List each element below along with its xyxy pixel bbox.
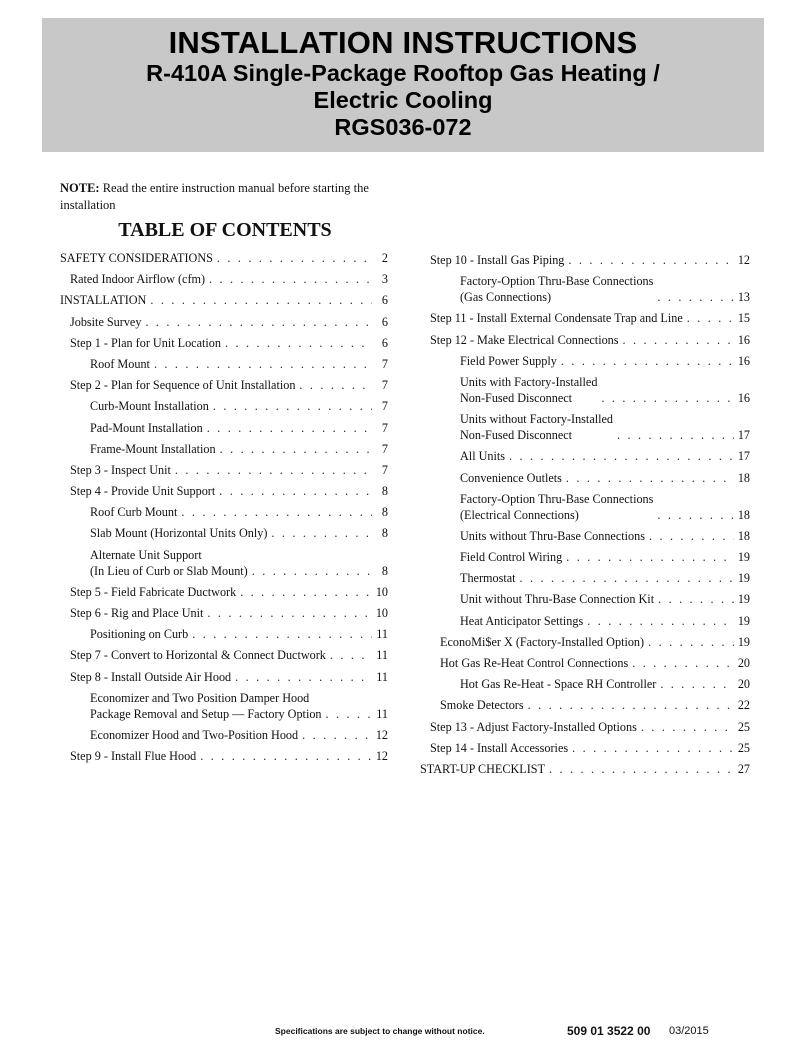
- toc-entry[interactable]: [60, 271, 388, 287]
- toc-page-number: 16: [737, 390, 750, 405]
- toc-entry-label: Units with Factory-Installed: [460, 374, 598, 389]
- toc-entry-label: Non-Fused Disconnect: [460, 428, 573, 443]
- toc-title: TABLE OF CONTENTS: [118, 219, 332, 241]
- toc-page-number: 17: [737, 449, 750, 464]
- toc-page-number: 19: [737, 613, 750, 628]
- dot-leader: [217, 250, 372, 266]
- toc-entry-label: (In Lieu of Curb or Slab Mount): [90, 563, 248, 578]
- toc-page-number: 12: [375, 749, 388, 764]
- toc-entry-text: [70, 314, 141, 330]
- toc-entry-label: Step 8 - Install Outside Air Hood: [70, 669, 232, 684]
- toc-entry-text: [460, 411, 613, 443]
- toc-entry-label: Non-Fused Disconnect: [460, 390, 573, 405]
- toc-entry-label: Slab Mount (Horizontal Units Only): [90, 526, 268, 541]
- dot-leader: [225, 335, 372, 351]
- toc-entry[interactable]: [60, 626, 388, 642]
- toc-page-number: 11: [376, 648, 388, 663]
- document-subtitle-line1: R-410A Single-Package Rooftop Gas Heating /: [146, 60, 660, 86]
- footer-disclaimer: Specifications are subject to change without notice.: [275, 1026, 485, 1036]
- toc-entry[interactable]: [60, 335, 388, 351]
- dot-leader: [154, 356, 372, 372]
- toc-entry-label: Step 12 - Make Electrical Connections: [430, 332, 619, 347]
- toc-entry-text: [70, 462, 171, 478]
- toc-entry[interactable]: [60, 690, 388, 722]
- toc-entry-text: [70, 335, 221, 351]
- toc-entry-text: [70, 647, 326, 663]
- dot-leader: [181, 504, 372, 520]
- dot-leader: [617, 427, 734, 443]
- toc-entry-text: [460, 549, 562, 565]
- toc-entry-text: [90, 525, 267, 541]
- toc-entry[interactable]: [60, 314, 388, 330]
- toc-entry[interactable]: [60, 547, 388, 579]
- dot-leader: [528, 697, 734, 713]
- toc-entry-label: Jobsite Survey: [70, 314, 142, 329]
- toc-entry-label: START-UP CHECKLIST: [420, 761, 546, 776]
- page-footer: [0, 1024, 808, 1040]
- toc-entry[interactable]: [60, 420, 388, 436]
- toc-entry-label: Step 11 - Install External Condensate Trap and Line: [430, 311, 683, 326]
- toc-entry-text: [90, 626, 188, 642]
- dot-leader: [192, 626, 372, 642]
- toc-entry-text: [460, 470, 562, 486]
- dot-leader: [687, 310, 734, 326]
- toc-entry[interactable]: [430, 655, 750, 671]
- toc-page-number: 19: [737, 550, 750, 565]
- toc-page-number: 10: [375, 606, 388, 620]
- toc-entry-text: [430, 252, 564, 268]
- toc-entry-label: (Gas Connections): [460, 290, 552, 305]
- toc-entry-label: Field Power Supply: [460, 353, 557, 368]
- toc-page-number: 7: [381, 420, 388, 435]
- toc-entry-label: Units without Thru-Base Connections: [460, 528, 645, 543]
- toc-entry-text: [60, 250, 213, 266]
- toc-entry-label: INSTALLATION: [60, 293, 147, 308]
- toc-entry-text: [70, 377, 295, 393]
- toc-entry-text: [460, 528, 645, 544]
- toc-entry-label: Roof Curb Mount: [90, 505, 178, 520]
- toc-entry-label: Step 9 - Install Flue Hood: [70, 749, 197, 764]
- dot-leader: [220, 441, 372, 457]
- toc-entry[interactable]: [430, 310, 750, 326]
- toc-entry-text: [440, 634, 644, 650]
- toc-entry[interactable]: [60, 584, 388, 600]
- toc-page-number: 19: [737, 592, 750, 607]
- dot-leader: [175, 462, 372, 478]
- toc-entry-label: Package Removal and Setup — Factory Option: [90, 706, 322, 721]
- toc-entry-label: Units without Factory-Installed: [460, 412, 613, 427]
- toc-entry-text: [90, 420, 203, 436]
- toc-entry-label: Unit without Thru-Base Connection Kit: [460, 592, 655, 607]
- toc-page-number: 16: [737, 332, 750, 347]
- toc-entry-text: [90, 504, 177, 520]
- toc-entry-label: Heat Anticipator Settings: [460, 613, 584, 628]
- toc-page-number: 6: [381, 314, 388, 329]
- model-number: RGS036-072: [334, 114, 472, 140]
- toc-page-number: 25: [737, 719, 750, 734]
- toc-page-number: 15: [737, 311, 750, 326]
- toc-entry-label: Smoke Detectors: [440, 698, 524, 713]
- toc-page-number: 8: [381, 505, 388, 520]
- toc-page-number: 8: [381, 563, 388, 578]
- toc-page-number: 7: [381, 462, 388, 477]
- dot-leader: [561, 353, 734, 369]
- toc-entry-text: [60, 292, 146, 308]
- toc-entry-label: Step 3 - Inspect Unit: [70, 462, 171, 477]
- toc-page-number: 18: [737, 507, 750, 522]
- toc-entry[interactable]: [430, 549, 750, 565]
- toc-entry[interactable]: [430, 719, 750, 735]
- toc-entry-label: Step 5 - Field Fabricate Ductwork: [70, 584, 237, 599]
- toc-entry[interactable]: [60, 250, 388, 266]
- toc-entry[interactable]: [60, 748, 388, 764]
- toc-page-number: 7: [381, 378, 388, 393]
- dot-leader: [568, 252, 733, 268]
- toc-entry-label: Rated Indoor Airflow (cfm): [70, 272, 206, 287]
- toc-entry[interactable]: [60, 356, 388, 372]
- toc-entry[interactable]: [60, 504, 388, 520]
- toc-page-number: 27: [737, 761, 750, 776]
- dot-leader: [252, 563, 372, 579]
- toc-page-number: 13: [737, 290, 750, 305]
- toc-entry[interactable]: [420, 761, 750, 777]
- toc-page-number: 17: [737, 428, 750, 443]
- dot-leader: [623, 332, 734, 348]
- toc-entry-label: All Units: [460, 449, 506, 464]
- dot-leader: [658, 591, 734, 607]
- toc-entry-text: [460, 448, 505, 464]
- toc-entry[interactable]: [430, 411, 750, 443]
- dot-leader: [566, 549, 734, 565]
- document-subtitle-line2: Electric Cooling: [313, 87, 493, 113]
- toc-entry-text: [460, 613, 583, 629]
- dot-leader: [240, 584, 372, 600]
- dot-leader: [660, 676, 734, 692]
- toc-entry[interactable]: [430, 697, 750, 713]
- toc-entry[interactable]: [430, 634, 750, 650]
- document-title: INSTALLATION INSTRUCTIONS: [168, 25, 638, 60]
- toc-entry-label: Alternate Unit Support: [90, 547, 202, 562]
- toc-page-number: 6: [381, 335, 388, 350]
- toc-entry-text: [430, 310, 683, 326]
- dot-leader: [271, 525, 372, 541]
- toc-entry-label: SAFETY CONSIDERATIONS: [60, 251, 213, 265]
- dot-leader: [209, 271, 372, 287]
- toc-entry[interactable]: [60, 605, 388, 621]
- toc-entry-label: Pad-Mount Installation: [90, 420, 203, 435]
- toc-page-number: 11: [376, 706, 388, 721]
- toc-entry-text: [90, 690, 322, 722]
- toc-entry-label: Frame-Mount Installation: [90, 441, 216, 456]
- toc-entry[interactable]: [60, 727, 388, 743]
- toc-entry[interactable]: [430, 491, 750, 523]
- dot-leader: [213, 398, 372, 414]
- toc-entry[interactable]: [60, 292, 388, 308]
- toc-entry[interactable]: [60, 525, 388, 541]
- dot-leader: [302, 727, 372, 743]
- toc-entry[interactable]: [430, 448, 750, 464]
- dot-leader: [657, 507, 733, 523]
- toc-entry[interactable]: [430, 676, 750, 692]
- dot-leader: [520, 570, 734, 586]
- toc-page-number: 3: [381, 272, 388, 287]
- toc-entry[interactable]: [430, 613, 750, 629]
- toc-entry-text: [90, 398, 209, 414]
- toc-page-number: 19: [737, 634, 750, 649]
- toc-page-number: 7: [381, 441, 388, 456]
- toc-entry[interactable]: [60, 398, 388, 414]
- dot-leader: [207, 420, 372, 436]
- toc-entry[interactable]: [430, 252, 750, 268]
- dot-leader: [566, 470, 734, 486]
- toc-page-number: 11: [376, 669, 388, 684]
- toc-entry-label: Thermostat: [460, 571, 516, 586]
- toc-entry-text: [70, 605, 203, 621]
- toc-entry-label: Hot Gas Re-Heat - Space RH Controller: [460, 677, 657, 692]
- toc-entry-label: Step 10 - Install Gas Piping: [430, 253, 565, 267]
- toc-entry[interactable]: [60, 441, 388, 457]
- toc-page-number: 10: [375, 584, 388, 599]
- note-paragraph: [60, 180, 390, 214]
- toc-entry-label: Step 2 - Plan for Sequence of Unit Installation: [70, 378, 296, 393]
- toc-page-number: 11: [376, 627, 388, 642]
- toc-entry-text: [460, 676, 656, 692]
- toc-page-number: 12: [737, 253, 750, 267]
- toc-entry[interactable]: [430, 374, 750, 406]
- toc-page-number: 7: [381, 356, 388, 371]
- toc-entry-label: Economizer and Two Position Damper Hood: [90, 690, 310, 705]
- toc-entry-label: Field Control Wiring: [460, 550, 563, 565]
- toc-entry[interactable]: [430, 740, 750, 756]
- dot-leader: [601, 390, 733, 406]
- toc-entry[interactable]: [430, 273, 750, 305]
- dot-leader: [330, 647, 372, 663]
- toc-page-number: 20: [737, 656, 750, 670]
- toc-entry-text: [420, 761, 545, 777]
- toc-entry-text: [70, 669, 231, 685]
- toc-page-number: 12: [375, 727, 388, 742]
- toc-entry-text: [460, 570, 516, 586]
- toc-entry-label: Hot Gas Re-Heat Control Connections: [440, 656, 629, 670]
- toc-entry[interactable]: [430, 570, 750, 586]
- toc-entry-label: Roof Mount: [90, 356, 150, 371]
- toc-entry-text: [460, 273, 653, 305]
- note-label: NOTE:: [60, 181, 100, 195]
- dot-leader: [235, 669, 372, 685]
- toc-entry-text: [90, 356, 150, 372]
- dot-leader: [632, 655, 734, 671]
- toc-entry-text: [430, 332, 619, 348]
- dot-leader: [587, 613, 734, 629]
- toc-entry[interactable]: [60, 669, 388, 685]
- toc-entry-text: [460, 491, 653, 523]
- dot-leader: [649, 528, 734, 544]
- toc-page-number: 25: [737, 740, 750, 755]
- toc-entry[interactable]: [430, 353, 750, 369]
- dot-leader: [326, 706, 372, 722]
- toc-page-number: 16: [737, 353, 750, 368]
- toc-entry[interactable]: [60, 647, 388, 663]
- dot-leader: [549, 761, 734, 777]
- toc-entry-text: [430, 719, 637, 735]
- toc-entry[interactable]: [60, 377, 388, 393]
- toc-page-number: 8: [381, 484, 388, 499]
- toc-entry-label: Step 13 - Adjust Factory-Installed Options: [430, 719, 637, 734]
- toc-entry-text: [90, 727, 298, 743]
- toc-page-number: 8: [381, 526, 388, 541]
- dot-leader: [641, 719, 734, 735]
- toc-entry-label: Curb-Mount Installation: [90, 399, 209, 414]
- dot-leader: [299, 377, 372, 393]
- toc-page-number: 19: [737, 571, 750, 586]
- toc-entry-text: [70, 584, 236, 600]
- toc-entry-text: [460, 374, 597, 406]
- toc-entry-text: [430, 740, 568, 756]
- toc-entry-label: EconoMi$er X (Factory-Installed Option): [440, 634, 645, 649]
- toc-entry-label: Convenience Outlets: [460, 470, 562, 485]
- toc-left-column: [60, 250, 388, 769]
- dot-leader: [207, 605, 371, 621]
- toc-entry-label: Step 7 - Convert to Horizontal & Connect Ductwork: [70, 648, 326, 663]
- dot-leader: [648, 634, 734, 650]
- toc-entry-label: Step 6 - Rig and Place Unit: [70, 606, 204, 620]
- dot-leader: [150, 292, 372, 308]
- dot-leader: [200, 748, 372, 764]
- toc-page-number: 20: [737, 677, 750, 692]
- toc-entry-text: [460, 591, 654, 607]
- toc-page-number: 7: [381, 399, 388, 414]
- toc-page-number: 2: [381, 251, 388, 265]
- toc-entry-label: Step 4 - Provide Unit Support: [70, 484, 216, 499]
- toc-entry-label: (Electrical Connections): [460, 507, 579, 522]
- toc-entry-text: [70, 748, 196, 764]
- dot-leader: [657, 289, 733, 305]
- toc-page-number: 18: [737, 470, 750, 485]
- document-date: 03/2015: [669, 1025, 709, 1037]
- document-number: 509 01 3522 00: [567, 1024, 651, 1038]
- toc-entry-text: [440, 655, 628, 671]
- toc-entry-label: Step 14 - Install Accessories: [430, 740, 569, 755]
- toc-entry[interactable]: [430, 332, 750, 348]
- dot-leader: [572, 740, 734, 756]
- toc-entry-text: [460, 353, 557, 369]
- toc-page-number: 18: [737, 528, 750, 543]
- toc-entry-label: Positioning on Curb: [90, 627, 189, 642]
- toc-entry-label: Factory-Option Thru-Base Connections: [460, 491, 654, 506]
- toc-entry-label: Economizer Hood and Two-Position Hood: [90, 727, 299, 742]
- toc-page-number: 22: [737, 698, 750, 713]
- dot-leader: [145, 314, 372, 330]
- toc-entry-label: Step 1 - Plan for Unit Location: [70, 335, 221, 350]
- note-text: Read the entire instruction manual before starting the installation: [60, 181, 369, 212]
- toc-right-column: [420, 252, 750, 782]
- dot-leader: [219, 483, 372, 499]
- toc-page-number: 6: [381, 293, 388, 308]
- toc-entry[interactable]: [60, 462, 388, 478]
- toc-entry-text: [70, 483, 215, 499]
- toc-entry-text: [70, 271, 205, 287]
- toc-entry-text: [90, 441, 216, 457]
- document-header: [42, 18, 764, 152]
- toc-entry-label: Factory-Option Thru-Base Connections: [460, 274, 654, 289]
- toc-entry[interactable]: [60, 483, 388, 499]
- dot-leader: [509, 448, 734, 464]
- toc-entry[interactable]: [430, 470, 750, 486]
- toc-entry-text: [440, 697, 524, 713]
- toc-entry-text: [90, 547, 248, 579]
- toc-entry[interactable]: [430, 528, 750, 544]
- toc-entry[interactable]: [430, 591, 750, 607]
